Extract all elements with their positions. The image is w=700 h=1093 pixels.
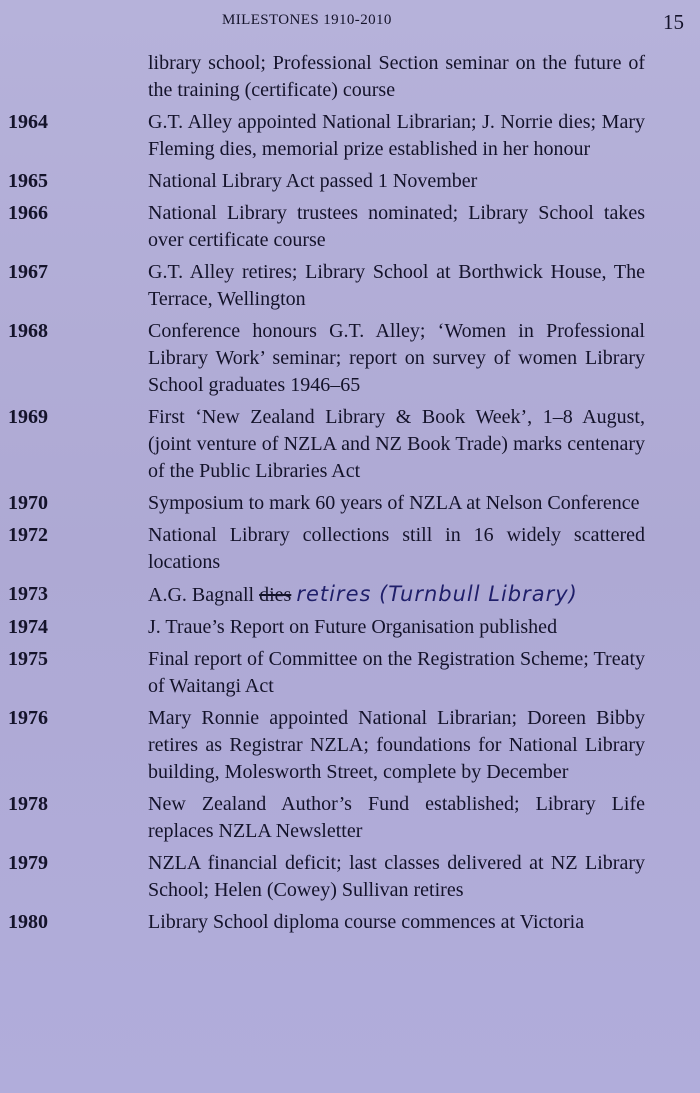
entry-year: 1976 [8,707,48,729]
milestones-timeline [0,50,700,941]
entry-text: New Zealand Author’s Fund established; Library Life replaces NZLA Newsletter [148,793,645,842]
handwritten-annotation: retires (Turnbull Library) [296,582,578,606]
entry-year: 1965 [8,170,48,192]
entry-year: 1969 [8,406,48,428]
timeline-entry [0,614,700,646]
timeline-entry [0,259,700,318]
entry-year: 1973 [8,583,48,605]
timeline-entry [0,50,700,109]
timeline-entry [0,318,700,404]
timeline-entry [0,522,700,581]
timeline-entry [0,909,700,941]
entry-year: 1974 [8,616,48,638]
entry-year: 1970 [8,492,48,514]
entry-text: G.T. Alley appointed National Librarian; J. Norrie dies; Mary Fleming dies, memorial prize established in her honour [148,111,645,160]
entry-year: 1980 [8,911,48,933]
entry-text: National Library collections still in 16 widely scattered locations [148,524,645,573]
entry-year: 1966 [8,202,48,224]
entry-text: Mary Ronnie appointed National Librarian; Doreen Bibby retires as Registrar NZLA; foundations for National Library building, Molesworth Street, complete by December [148,707,645,783]
timeline-entry [0,705,700,791]
timeline-entry [0,200,700,259]
timeline-entry [0,581,700,614]
entry-year: 1967 [8,261,48,283]
entry-year: 1978 [8,793,48,815]
running-title: MILESTONES 1910-2010 [222,12,392,28]
page-number: 15 [663,10,684,34]
entry-text: Symposium to mark 60 years of NZLA at Nelson Conference [148,492,640,514]
entry-text: library school; Professional Section seminar on the future of the training (certificate) course [148,52,645,101]
timeline-entry [0,168,700,200]
entry-text: First ‘New Zealand Library & Book Week’, 1–8 August, (joint venture of NZLA and NZ Book Trade) marks centenary of the Public Libraries Act [148,406,645,482]
entry-year: 1972 [8,524,48,546]
entry-text: J. Traue’s Report on Future Organisation published [148,616,558,638]
entry-text: NZLA financial deficit; last classes delivered at NZ Library School; Helen (Cowey) Sullivan retires [148,852,645,901]
entry-text: National Library trustees nominated; Library School takes over certificate course [148,202,645,251]
entry-year: 1968 [8,320,48,342]
struck-out-word: dies [259,584,292,606]
entry-text: Final report of Committee on the Registration Scheme; Treaty of Waitangi Act [148,648,645,697]
entry-text-printed: A.G. Bagnall [148,584,255,606]
timeline-entry [0,404,700,490]
entry-year: 1964 [8,111,48,133]
entry-text: G.T. Alley retires; Library School at Borthwick House, The Terrace, Wellington [148,261,645,310]
entry-text: Library School diploma course commences at Victoria [148,911,585,933]
entry-text [148,581,645,614]
timeline-entry [0,490,700,522]
timeline-entry [0,850,700,909]
timeline-entry [0,646,700,705]
entry-year: 1979 [8,852,48,874]
entry-year: 1975 [8,648,48,670]
entry-text: National Library Act passed 1 November [148,170,478,192]
running-header [0,12,700,36]
timeline-entry [0,791,700,850]
entry-text: Conference honours G.T. Alley; ‘Women in Professional Library Work’ seminar; report on survey of women Library School graduates 1946–65 [148,320,645,396]
timeline-entry [0,109,700,168]
